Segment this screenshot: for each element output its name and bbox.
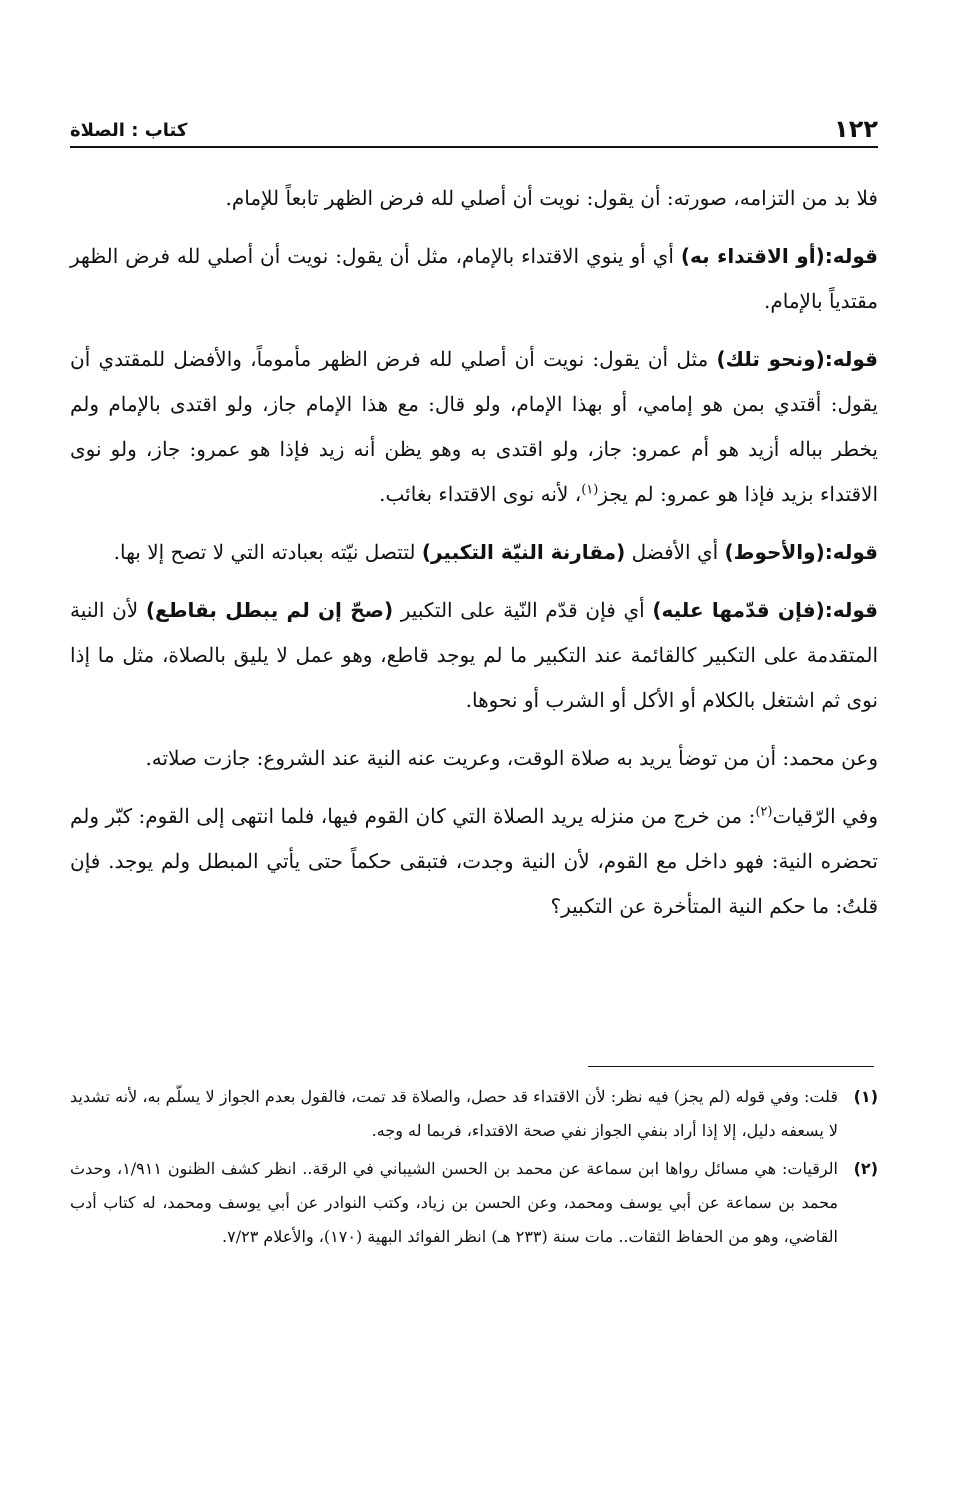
paragraph xyxy=(70,794,878,929)
footnote-text: قلت: وفي قوله (لم يجز) فيه نظر: لأن الاقتداء قد حصل، والصلاة قد تمت، فالقول بعدم الجواز لا يسلّم به، لأنه تشديد لا يسعفه دليل، إلا إذا أراد بنفي الجواز نفي صحة الاقتداء، فربما له وجه. xyxy=(70,1087,838,1140)
paragraph-text-continued: : من خرج من منزله يريد الصلاة التي كان القوم فيها، فلما انتهى إلى القوم: كبّر ولم تحضره النية: فهو داخل مع القوم، لأن النية وجدت، فتبقى حكماً حتى يأتي المبطل ولم يوجد. فإن قلتُ: ما حكم النية المتأخرة عن التكبير؟ xyxy=(70,804,878,918)
quoted-lemma: (أو الاقتداء به) xyxy=(680,244,825,268)
paragraph-text: أي الأفضل xyxy=(625,540,725,564)
quoted-lemma-2: (صحّ إن لم يبطل بقاطع) xyxy=(145,598,394,622)
footnote-separator xyxy=(588,1066,874,1067)
paragraph-text: مثل أن يقول: نويت أن أصلي لله فرض الظهر مأموماً، والأفضل للمقتدي أن يقول: أقتدي بمن هو إمامي، أو بهذا الإمام، ولو قال: مع هذا الإمام جاز، ولو اقتدى بالإمام ولم يخطر بباله أزيد هو أم عمرو: جاز، ولو اقتدى به وهو يظن أنه زيد فإذا هو عمرو: جاز، ولو نوى الاقتداء بزيد فإذا هو عمرو: لم يجز xyxy=(70,347,878,506)
running-title: كتاب : الصلاة xyxy=(70,120,188,141)
paragraph xyxy=(70,736,878,781)
paragraph-text: وفي الرّقيات xyxy=(772,804,878,828)
main-text xyxy=(70,176,878,942)
page-header xyxy=(70,112,878,148)
paragraph-text-continued: ، لأنه نوى الاقتداء بغائب. xyxy=(379,482,582,506)
footnote xyxy=(70,1152,878,1254)
paragraph xyxy=(70,530,878,575)
footnote-number: (٢) xyxy=(853,1159,878,1178)
footnote-ref[interactable]: (١) xyxy=(581,482,599,498)
paragraph-text-continued: لتتصل نيّته بعبادته التي لا تصح إلا بها. xyxy=(113,540,422,564)
qawluhu-label: قوله: xyxy=(824,347,879,371)
paragraph-text: وعن محمد: أن من توضأ يريد به صلاة الوقت، وعريت عنه النية عند الشروع: جازت صلاته. xyxy=(145,746,878,770)
footnote-text: الرقيات: هي مسائل رواها ابن سماعة عن محمد بن الحسن الشيباني في الرقة.. انظر كشف الظنون ١/٩١١، وحدث محمد بن سماعة عن أبي يوسف ومحمد، وعن الحسن بن زياد، وكتب النوادر عن أبي يوسف ومحمد، له كتاب أدب القاضي، وهو من الحفاظ الثقات.. مات سنة (٢٣٣ هـ) انظر الفوائد البهية (١٧٠)، والأعلام ٧/٢٣. xyxy=(70,1159,838,1246)
page-number: ١٢٢ xyxy=(834,115,878,143)
qawluhu-label: قوله: xyxy=(824,598,878,622)
paragraph xyxy=(70,234,878,324)
footnotes xyxy=(70,1080,878,1258)
qawluhu-label: قوله: xyxy=(824,540,878,564)
quoted-lemma: (ونحو تلك) xyxy=(716,347,825,371)
paragraph xyxy=(70,176,878,221)
paragraph xyxy=(70,337,878,517)
quoted-lemma-2: (مقارنة النيّة التكبير) xyxy=(421,540,626,564)
footnote xyxy=(70,1080,878,1148)
footnote-number: (١) xyxy=(853,1087,878,1106)
quoted-lemma: (والأحوط) xyxy=(724,540,825,564)
qawluhu-label: قوله: xyxy=(824,244,878,268)
paragraph-text-continued: لأن النية المتقدمة على التكبير كالقائمة عند التكبير ما لم يوجد قاطع، وهو عمل لا يليق بالصلاة، مثل ما إذا نوى ثم اشتغل بالكلام أو الأكل أو الشرب أو نحوها. xyxy=(70,598,878,712)
footnote-ref[interactable]: (٢) xyxy=(755,804,773,820)
paragraph-text: أي أو ينوي الاقتداء بالإمام، مثل أن يقول: نويت أن أصلي لله فرض الظهر مقتدياً بالإمام. xyxy=(70,244,878,313)
paragraph-text: فلا بد من التزامه، صورته: أن يقول: نويت أن أصلي لله فرض الظهر تابعاً للإمام. xyxy=(225,186,878,210)
paragraph-text: أي فإن قدّم النّية على التكبير xyxy=(393,598,653,622)
quoted-lemma: (فإن قدّمها عليه) xyxy=(652,598,825,622)
paragraph xyxy=(70,588,878,723)
